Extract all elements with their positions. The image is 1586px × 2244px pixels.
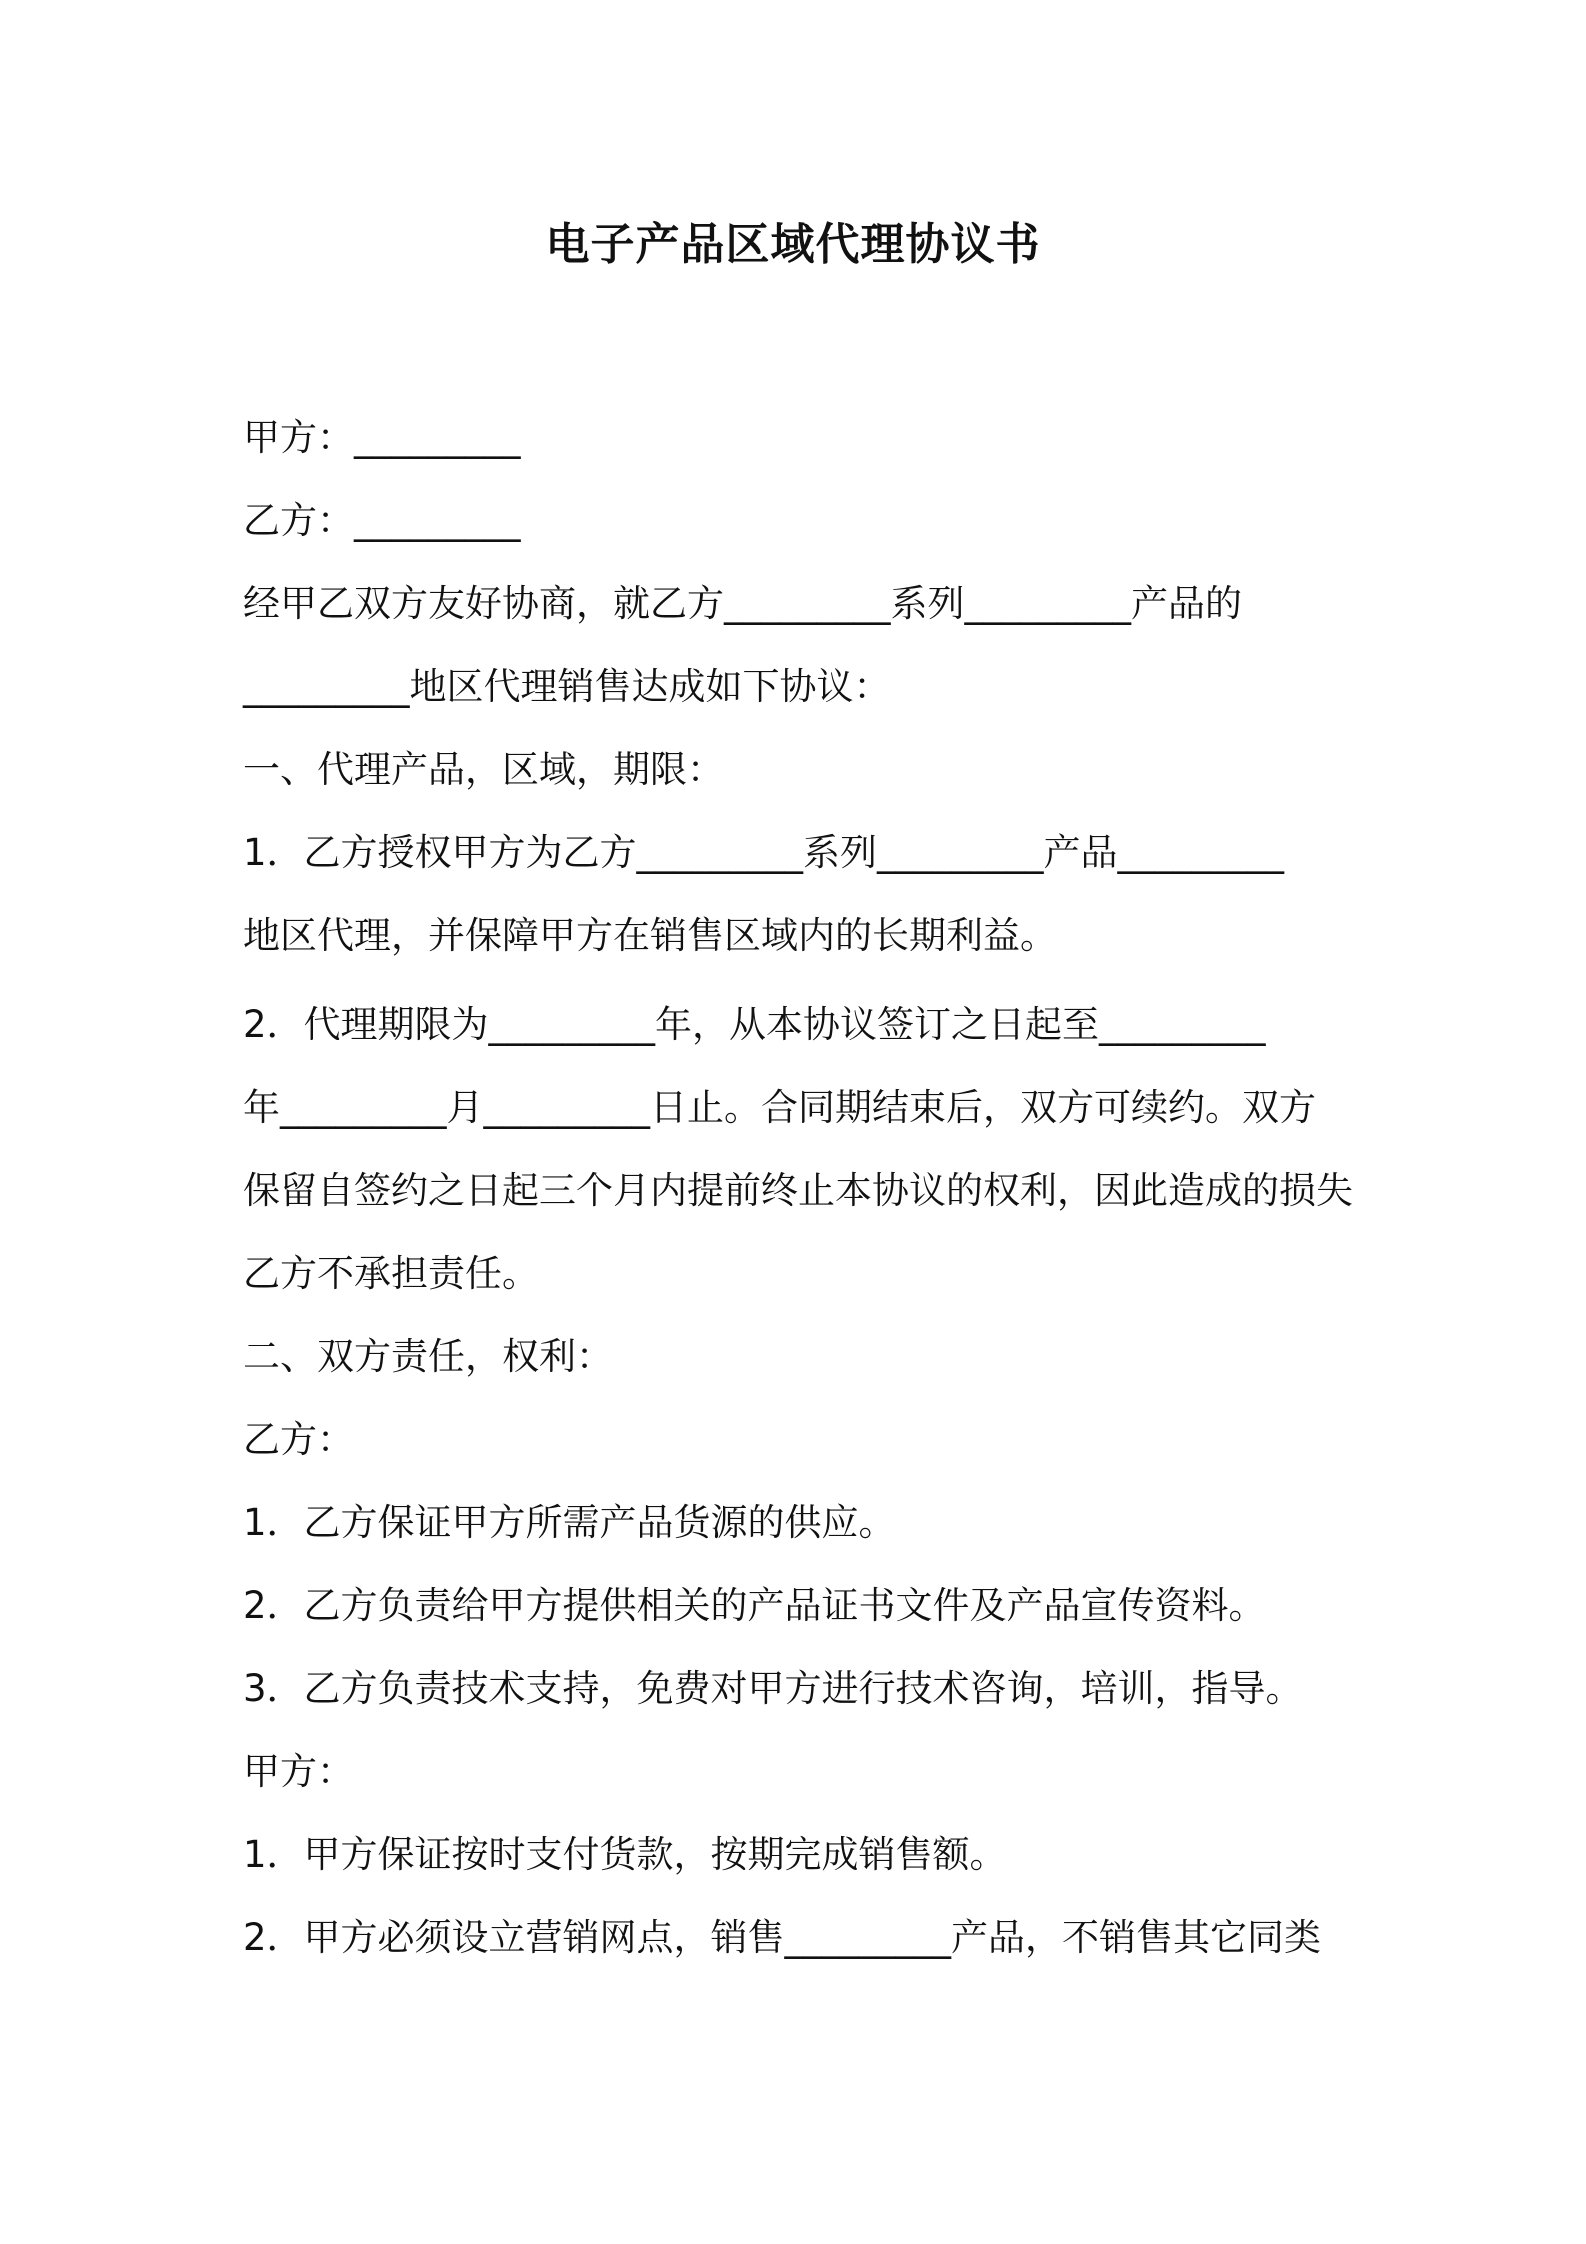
clause-1-1-line-2: 地区代理，并保障甲方在销售区域内的长期利益。 <box>243 914 1057 957</box>
section-2-heading: 二、双方责任，权利： <box>243 1335 613 1378</box>
clause-1-2-line-4: 乙方不承担责任。 <box>243 1252 539 1295</box>
party-b-duty-2: 2．乙方负责给甲方提供相关的产品证书文件及产品宣传资料。 <box>243 1584 1266 1627</box>
document-title: 电子产品区域代理协议书 <box>545 219 1041 270</box>
clause-1-2-line-3: 保留自签约之日起三个月内提前终止本协议的权利，因此造成的损失 <box>243 1169 1353 1212</box>
preamble-line-2: _________地区代理销售达成如下协议： <box>243 665 891 708</box>
party-a-duty-2: 2．甲方必须设立营销网点，销售_________产品，不销售其它同类 <box>243 1916 1322 1959</box>
party-b-line: 乙方：_________ <box>243 499 521 542</box>
clause-1-1-line-1: 1．乙方授权甲方为乙方_________系列_________产品_________ <box>243 831 1285 874</box>
clause-1-2-line-1: 2．代理期限为_________年，从本协议签订之日起至_________ <box>243 1003 1266 1046</box>
party-a-duty-1: 1．甲方保证按时支付货款，按期完成销售额。 <box>243 1833 1007 1876</box>
clause-1-2-line-2: 年_________月_________日止。合同期结束后，双方可续约。双方 <box>243 1086 1316 1129</box>
party-b-duty-3: 3．乙方负责技术支持，免费对甲方进行技术咨询，培训，指导。 <box>243 1667 1303 1710</box>
party-a-duties-heading: 甲方： <box>243 1750 354 1793</box>
section-1-heading: 一、代理产品，区域，期限： <box>243 748 724 791</box>
preamble-line-1: 经甲乙双方友好协商，就乙方_________系列_________产品的 <box>243 582 1242 625</box>
party-b-duties-heading: 乙方： <box>243 1418 354 1461</box>
party-b-duty-1: 1．乙方保证甲方所需产品货源的供应。 <box>243 1501 896 1544</box>
party-a-line: 甲方：_________ <box>243 416 521 459</box>
